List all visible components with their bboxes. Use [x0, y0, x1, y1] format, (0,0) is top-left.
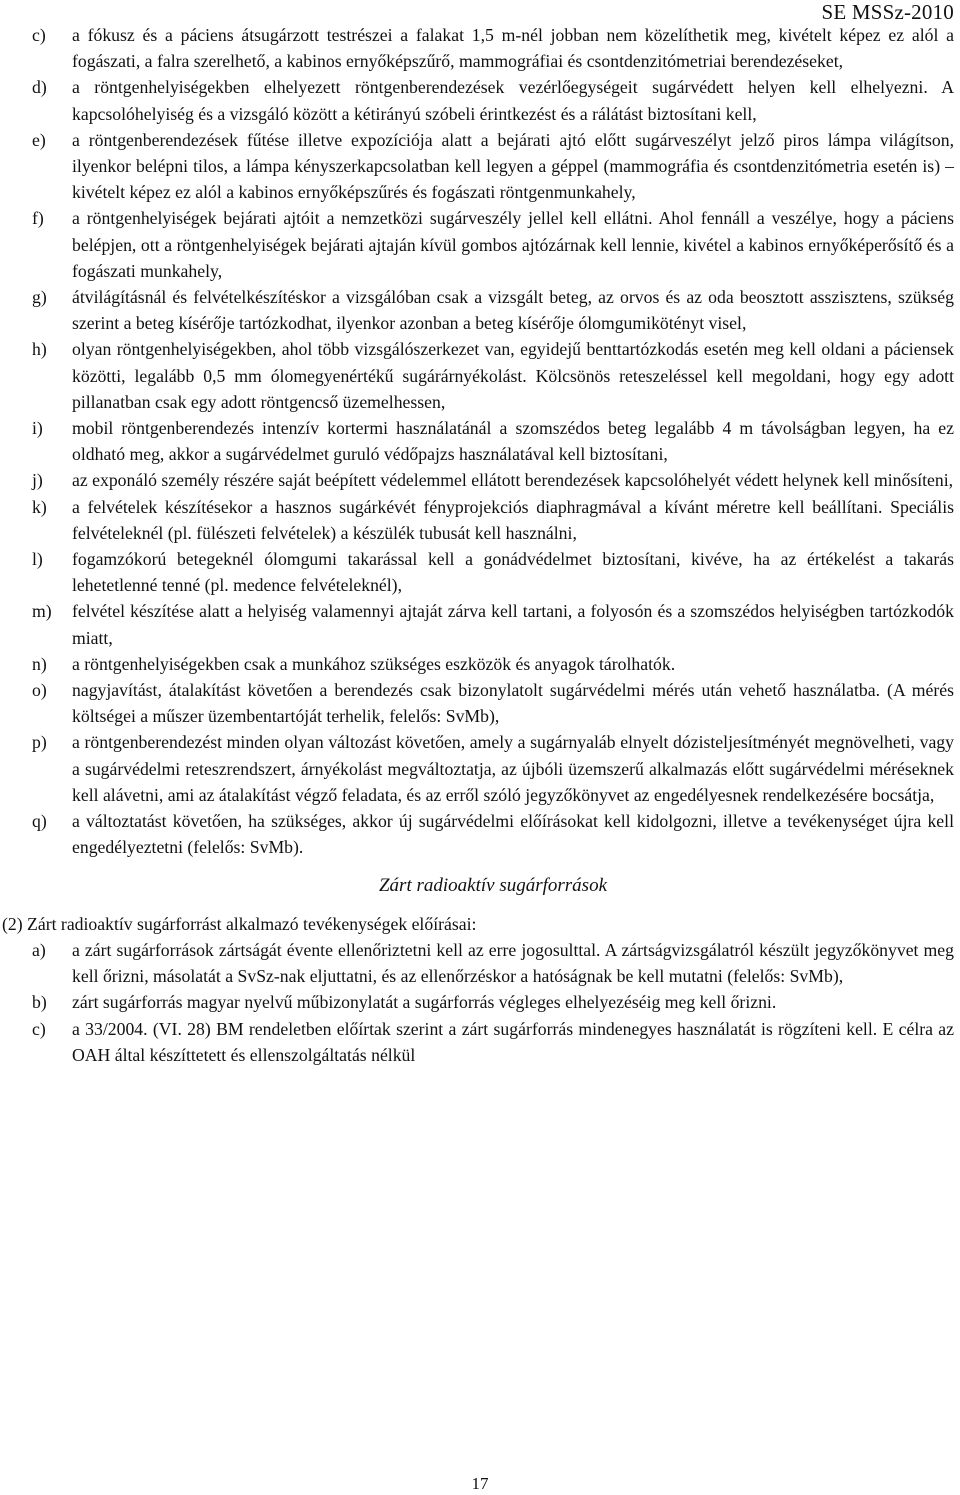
list-item: [32, 598, 954, 650]
list-item: [32, 808, 954, 860]
list-item: [32, 127, 954, 206]
section-intro: (2) Zárt radioaktív sugárforrást alkalmazó tevékenységek előírásai:: [2, 913, 477, 934]
list-item: [32, 74, 954, 126]
list-item: [32, 415, 954, 467]
list-item: [32, 651, 954, 677]
list-item-text: a 33/2004. (VI. 28) BM rendeletben előírtak szerint a zárt sugárforrás mindenegyes használatát is rögzíteni kell. E célra az OAH által készíttetett és ellenszolgáltatás nélkül: [72, 1018, 954, 1065]
list-item-label: l): [32, 549, 43, 570]
rule-list-bottom: [32, 937, 954, 1068]
list-item-label: k): [32, 496, 47, 517]
list-item-label: b): [32, 992, 47, 1013]
list-item: [32, 729, 954, 808]
list-item-text: a fókusz és a páciens átsugárzott testrészei a falakat 1,5 m-nél jobban nem közelíthetik meg, kivételt képez ez alól a fogászati, a falra szerelhető, a kabinos ernyőképszűrő, mammográfiai és csontdenzitómetriai berendezéseket,: [72, 25, 954, 72]
list-item-label: q): [32, 811, 47, 832]
list-item-text: mobil röntgenberendezés intenzív kortermi használatánál a szomszédos beteg legalább 4 m távolságban legyen, ha ez oldható meg, akkor a sugárvédelmet guruló védőpajzs használatával kell biztosítani,: [72, 418, 954, 465]
list-item-label: e): [32, 129, 46, 150]
list-item: [32, 989, 954, 1015]
list-item-text: a röntgenberendezések fűtése illetve expozíciója alatt a bejárati ajtó előtt sugárveszélyt jelző piros lámpa világítson, ilyenkor belépni tilos, a lámpa kényszerkapcsolatban kell legyen a géppel (mammográfia és csontdenzitómetria esetén is) – kivételt képez ez alól a kabinos ernyőképszűrés és fogászati röntgenmunkahely,: [72, 129, 954, 203]
list-item-text: az exponáló személy részére saját beépített védelemmel ellátott berendezések kapcsolóhelyét védett helynek kell minősíteni,: [72, 470, 954, 491]
list-item: [32, 205, 954, 284]
list-item-label: d): [32, 77, 47, 98]
list-item-text: átvilágításnál és felvételkészítéskor a vizsgálóban csak a vizsgált beteg, az orvos és az oda beosztott asszisztens, szükség szerint a beteg kísérője tartózkodhat, ilyenkor azonban a beteg kísérője ólomgumikötényt visel,: [72, 287, 954, 334]
list-item: [32, 467, 954, 493]
list-item: [32, 284, 954, 336]
list-item-text: olyan röntgenhelyiségekben, ahol több vizsgálószerkezet van, egyidejű benttartózkodás esetén meg kell oldani a páciensek közötti, legalább 0,5 mm ólomegyenértékű sugárárnyékolást. Kölcsönös reteszeléssel kell megoldani, hogy egy adott pillanatban csak egy adott röntgencső üzemelhessen,: [72, 339, 954, 412]
list-item-label: p): [32, 732, 47, 753]
list-item-label: o): [32, 680, 47, 701]
list-item-text: a röntgenhelyiségekben elhelyezett röntgenberendezések vezérlőegységeit sugárvédett helyen kell elhelyezni. A kapcsolóhelyiség és a vizsgáló között a kétirányú szóbeli érintkezést és a rálátást biztosítani kell,: [72, 77, 954, 124]
list-item-text: a felvételek készítésekor a hasznos sugárkévét fényprojekciós diaphragmával a kívánt méretre kell beállítani. Speciális felvételeknél (pl. fülészeti felvételek) a készülék tubusát kell használni,: [72, 496, 954, 543]
list-item-label: h): [32, 339, 47, 360]
list-item-text: a változtatást követően, ha szükséges, akkor új sugárvédelmi előírásokat kell kidolgozni, illetve a tevékenységet újra kell engedélyeztetni (felelős: SvMb).: [72, 811, 954, 858]
list-item-label: m): [32, 601, 52, 622]
list-item-label: i): [32, 418, 43, 439]
list-item: [32, 22, 954, 74]
list-item-label: g): [32, 287, 47, 308]
list-item-label: n): [32, 653, 47, 674]
list-item: [32, 336, 954, 415]
list-item-label: c): [32, 25, 46, 45]
list-item-text: zárt sugárforrás magyar nyelvű műbizonylatát a sugárforrás végleges elhelyezéséig meg kell őrizni.: [72, 992, 777, 1013]
list-item-text: a röntgenhelyiségekben csak a munkához szükséges eszközök és anyagok tárolhatók.: [72, 653, 676, 674]
list-item-text: felvétel készítése alatt a helyiség valamennyi ajtaját zárva kell tartani, a folyosón és a szomszédos helyiségben tartózkodók miatt,: [72, 601, 954, 648]
list-item-text: fogamzókorú betegeknél ólomgumi takarással kell a gonádvédelmet biztosítani, kivéve, ha az értékelést a takarás lehetetlenné tenné (pl. medence felvételeknél),: [72, 549, 954, 596]
list-item-text: a zárt sugárforrások zártságát évente ellenőriztetni kell az erre jogosulttal. A zártságvizsgálatról készült jegyzőkönyvet meg kell őrizni, másolatát a SvSz-nak eljuttatni, és az ellenőrzéskor a hatóságnak be kell mutatni (felelős: SvMb),: [72, 939, 954, 987]
list-item: [32, 546, 954, 598]
section-heading: Zárt radioaktív sugárforrások: [378, 874, 608, 896]
list-item: [32, 1016, 954, 1068]
list-item-label: a): [32, 939, 46, 960]
list-item: [32, 494, 954, 546]
list-item: [32, 937, 954, 989]
list-item-text: a röntgenhelyiségek bejárati ajtóit a nemzetközi sugárveszély jellel kell ellátni. Ahol fennáll a veszélye, hogy a páciens belépjen, ott a röntgenhelyiségek bejárati ajtaján kívül gombos ajtózárnak kell lennie, kivétel a kabinos ernyőképerősítő és a fogászati munkahely,: [72, 208, 954, 281]
document-header: SE MSSz-2010: [821, 0, 954, 24]
list-item-text: a röntgenberendezést minden olyan változást követően, amely a sugárnyaláb elnyelt dózisteljesítményét megnövelheti, vagy a sugárvédelmi reteszrendszert, árnyékolást megváltoztatja, az újbóli üzemszerű alkalmazás előtt sugárvédelmi méréseknek kell alávetni, ami az átalakítást végző feladata, és az erről szóló jegyzőkönyvet az engedélyesnek rendelkezésére bocsátja,: [72, 732, 954, 805]
list-item: [32, 677, 954, 729]
page-number: 17: [471, 1474, 489, 1493]
list-item-label: c): [32, 1018, 46, 1039]
rule-list-top: [32, 22, 954, 861]
document-body: [2, 22, 954, 1068]
list-item-label: f): [32, 208, 44, 229]
list-item-label: j): [32, 470, 43, 491]
list-item-text: nagyjavítást, átalakítást követően a berendezés csak bizonylatolt sugárvédelmi mérés után vehető használatba. (A mérés költségei a műszer üzembentartóját terhelik, felelős: SvMb),: [72, 680, 954, 727]
